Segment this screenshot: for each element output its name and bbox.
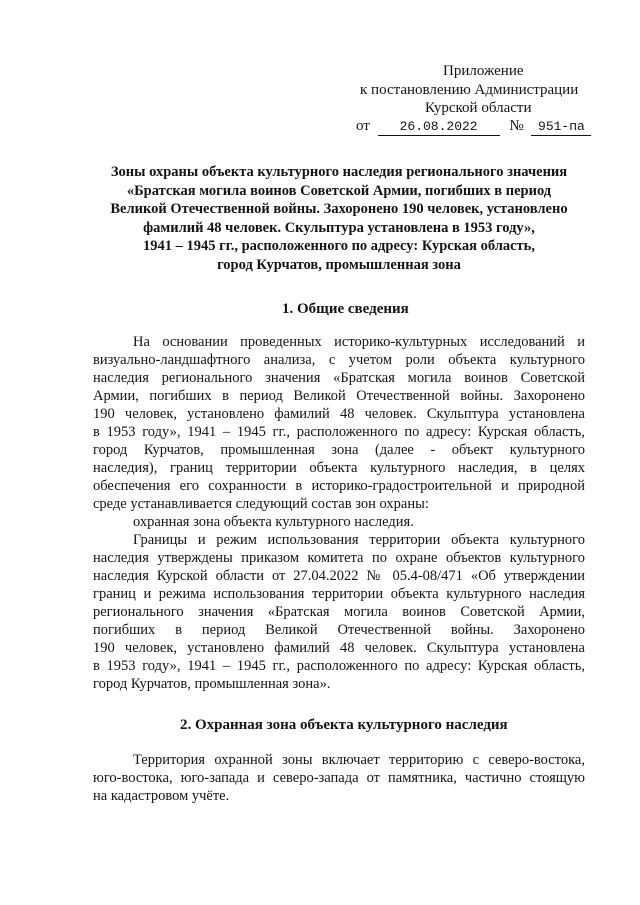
paragraph-zone-territory bbox=[93, 751, 585, 805]
text-line: город Курчатов, промышленная зона (далее - объект культурного bbox=[93, 442, 585, 458]
title-line: Зоны охраны объекта культурного наследия регионального значения bbox=[110, 164, 568, 180]
title-line: «Братская могила воинов Советской Армии, погибших в период bbox=[126, 182, 552, 199]
text-line: наследия), границ территории объекта культурного наследия, в целях bbox=[93, 460, 585, 476]
decree-date: 26.08.2022 bbox=[378, 119, 500, 136]
text-line: наследия регионального значения «Братская могила воинов Советской bbox=[93, 370, 585, 386]
text-line: наследия утверждены приказом комитета по охране объектов культурного bbox=[93, 550, 585, 566]
text-line: обеспечения его сохранности в историко-градостроительной и природной bbox=[93, 478, 585, 494]
appendix-region: Курской области bbox=[425, 100, 532, 116]
number-sign: № bbox=[509, 118, 524, 134]
section-heading-protection-zone: 2. Охранная зона объекта культурного наследия bbox=[180, 717, 508, 733]
text-line: погибших в период Великой Отечественной войны. Захоронено bbox=[93, 622, 585, 638]
title-line: фамилий 48 человек. Скульптура установлена в 1953 году», bbox=[143, 219, 535, 236]
text-line: визуально-ландшафтного анализа, с учетом роли объекта культурного bbox=[93, 352, 585, 368]
title-line: город Курчатов, промышленная зона bbox=[217, 256, 461, 273]
text-line: среде устанавливается следующий состав зон охраны: bbox=[93, 496, 429, 512]
text-line: наследия Курской области от 27.04.2022 № 05.4-08/471 «Об утверждении bbox=[93, 568, 585, 584]
text-line: регионального значения «Братская могила воинов Советской Армии, bbox=[93, 604, 585, 620]
text-line: На основании проведенных историко-культурных исследований и bbox=[133, 334, 585, 350]
text-line: 190 человек, установлено фамилий 48 человек. Скульптура установлена bbox=[93, 640, 585, 656]
title-line: Великой Отечественной войны. Захоронено 190 человек, установлено bbox=[110, 201, 568, 218]
text-line: в 1953 году», 1941 – 1945 гг., расположенного по адресу: Курская область, bbox=[93, 424, 585, 440]
text-line: юго-востока, юго-запада и северо-запада от памятника, частично стоящую bbox=[93, 770, 585, 786]
text-line: границ и режима использования территории объекта культурного наследия bbox=[93, 586, 585, 602]
decree-date-number-line bbox=[356, 117, 591, 136]
text-line: в 1953 году», 1941 – 1945 гг., расположенного по адресу: Курская область, bbox=[93, 658, 585, 674]
appendix-decree-ref: к постановлению Администрации bbox=[360, 82, 579, 98]
paragraph-basis bbox=[93, 333, 585, 513]
from-label: от bbox=[356, 118, 370, 134]
paragraph-boundaries bbox=[93, 531, 585, 693]
appendix-label: Приложение bbox=[443, 63, 524, 79]
text-line: Армии, погибших в период Великой Отечественной войны. Захоронено bbox=[93, 388, 585, 404]
text-line: на кадастровом учёте. bbox=[93, 788, 230, 804]
text-line: Территория охранной зоны включает территорию с северо-востока, bbox=[133, 752, 585, 768]
text-line: Границы и режим использования территории объекта культурного bbox=[133, 532, 585, 548]
title-line: 1941 – 1945 гг., расположенного по адресу: Курская область, bbox=[143, 238, 535, 255]
text-line: охранная зона объекта культурного наследия. bbox=[133, 514, 414, 530]
section-heading-general: 1. Общие сведения bbox=[282, 301, 409, 317]
decree-number: 951-па bbox=[531, 119, 591, 136]
document-title bbox=[86, 163, 592, 275]
list-item-protection-zone bbox=[93, 513, 585, 531]
text-line: 190 человек, установлено фамилий 48 человек. Скульптура установлена bbox=[93, 406, 585, 422]
text-line: город Курчатов, промышленная зона». bbox=[93, 676, 331, 692]
